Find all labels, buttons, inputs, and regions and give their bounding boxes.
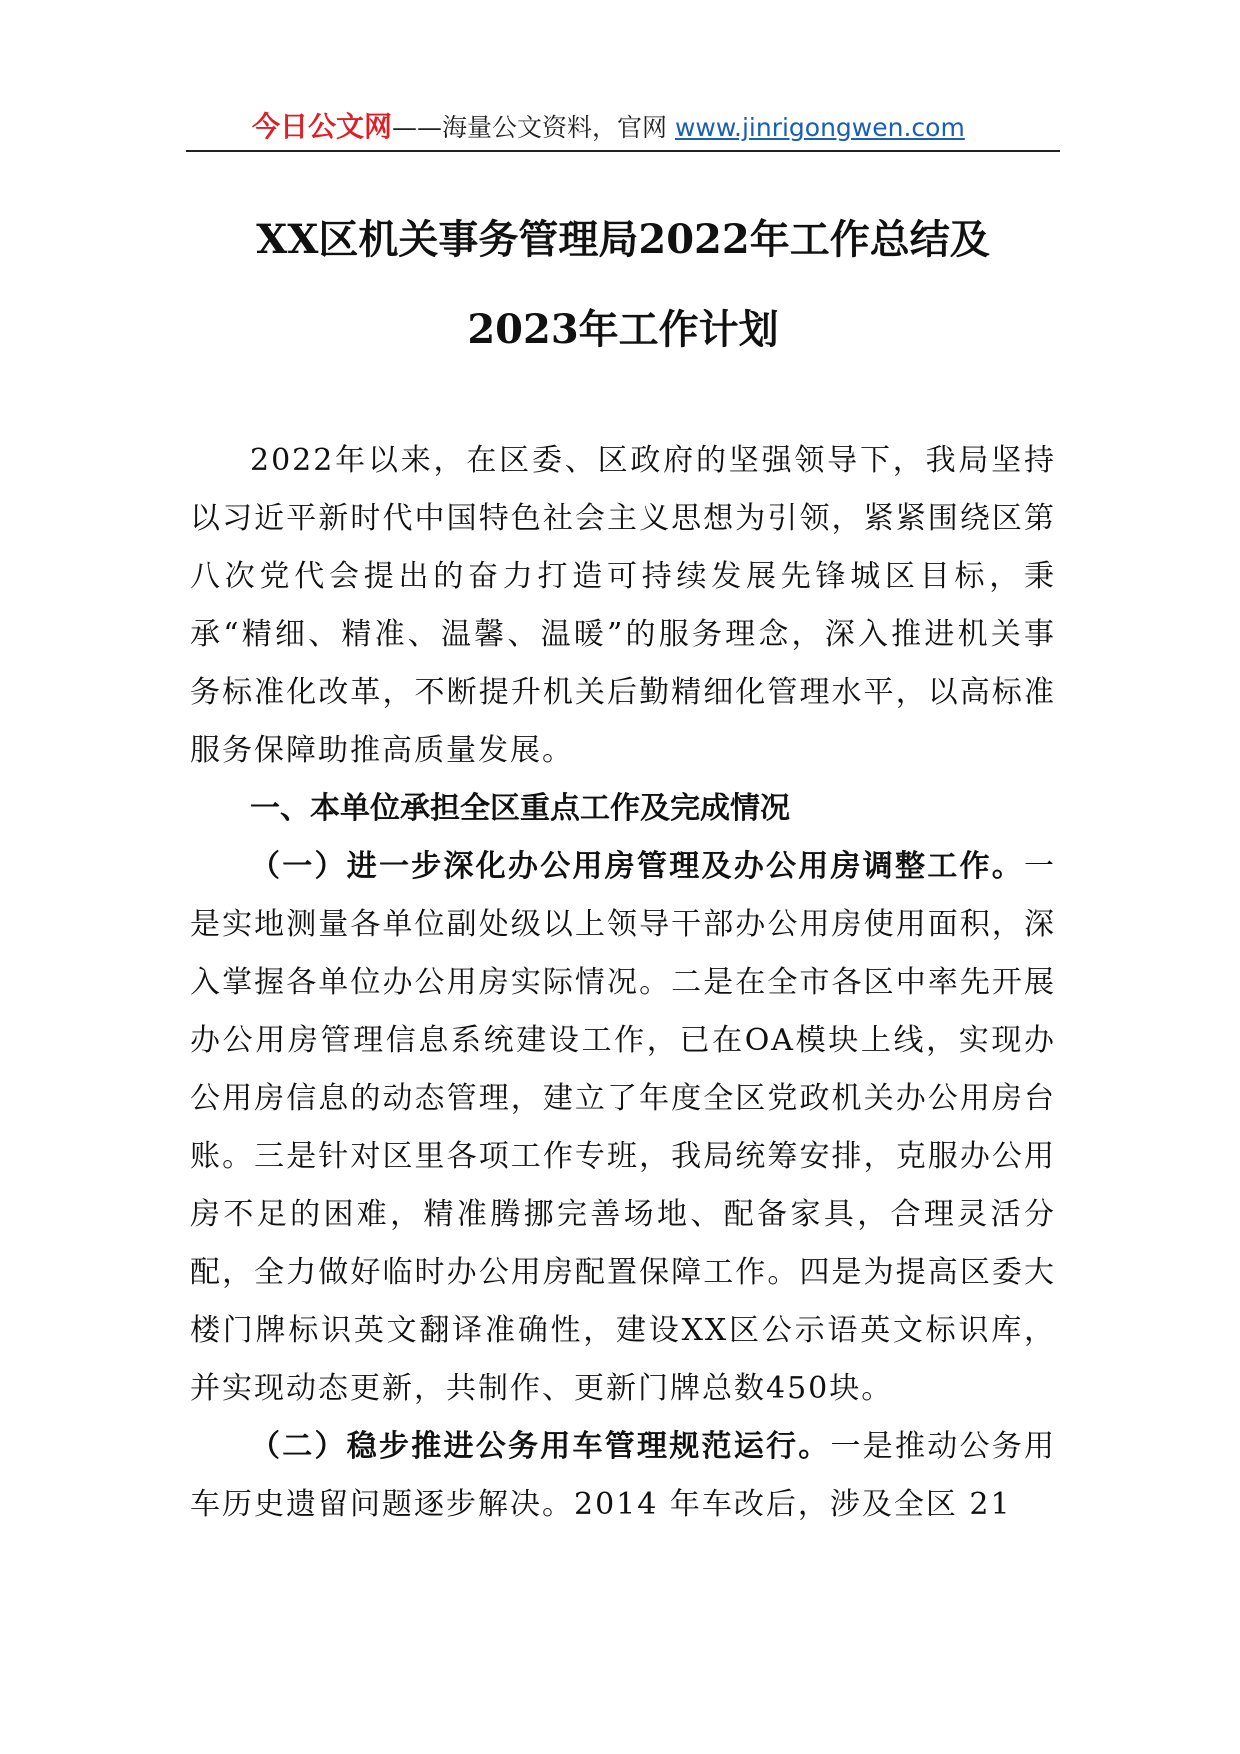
page-header bbox=[186, 108, 1060, 152]
item-2-heading: （二）稳步推进公务用车管理规范运行。 bbox=[250, 1429, 831, 1464]
document-title-line-2: 2023年工作计划 bbox=[467, 306, 779, 353]
website-link[interactable]: www.jinrigongwen.com bbox=[674, 113, 965, 142]
intro-paragraph: 2022年以来，在区委、区政府的坚强领导下，我局坚持以习近平新时代中国特色社会主义思想为引领，紧紧围绕区第八次党代会提出的奋力打造可持续发展先锋城区目标，秉承“精细、精准、温馨、温暖”的服务理念，深入推进机关事务标准化改革，不断提升机关后勤精细化管理水平，以高标准服务保障助推高质量发展。 bbox=[190, 443, 1056, 768]
document-title-line-1: XX区机关事务管理局2022年工作总结及 bbox=[256, 216, 990, 263]
item-1-heading: （一）进一步深化办公用房管理及办公用房调整工作。 bbox=[250, 849, 1024, 884]
header-line bbox=[252, 110, 965, 145]
section-heading-1: 一、本单位承担全区重点工作及完成情况 bbox=[250, 791, 790, 826]
document-body bbox=[190, 432, 1056, 1534]
brand-logo-text: 今日公文网 bbox=[252, 110, 393, 143]
item-1-paragraph bbox=[190, 838, 1056, 1418]
item-1-body: 一是实地测量各单位副处级以上领导干部办公用房使用面积，深入掌握各单位办公用房实际情况。二是在全市各区中率先开展办公用房管理信息系统建设工作，已在OA模块上线，实现办公用房信息的动态管理，建立了年度全区党政机关办公用房台账。三是针对区里各项工作专班，我局统筹安排，克服办公用房不足的困难，精准腾挪完善场地、配备家具，合理灵活分配，全力做好临时办公用房配置保障工作。四是为提高区委大楼门牌标识英文翻译准确性，建设XX区公示语英文标识库，并实现动态更新，共制作、更新门牌总数450块。 bbox=[190, 849, 1056, 1406]
item-2-paragraph bbox=[190, 1418, 1056, 1534]
header-tagline: ——海量公文资料，官网 bbox=[392, 113, 675, 142]
item-2-body: 一是推动公务用车历史遗留问题逐步解决。2014 年车改后，涉及全区 21 bbox=[190, 1429, 1056, 1522]
